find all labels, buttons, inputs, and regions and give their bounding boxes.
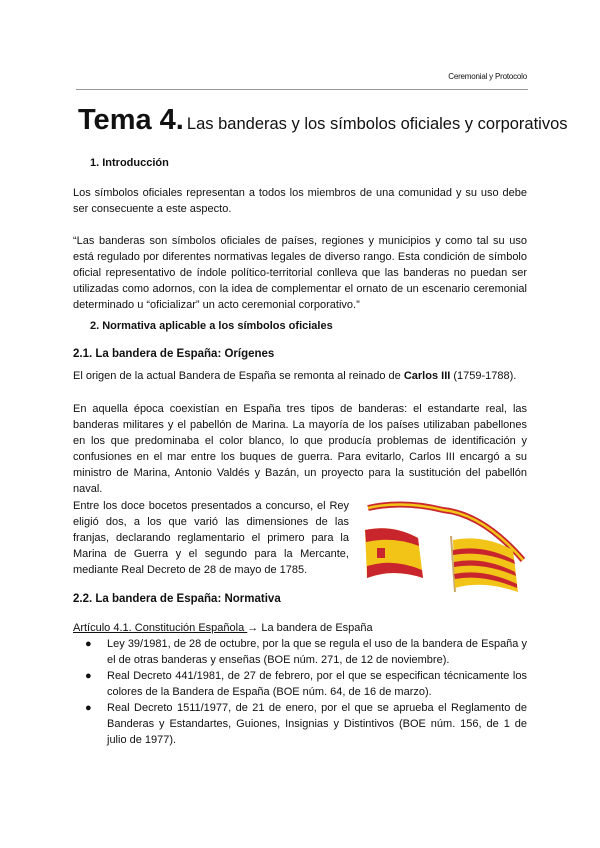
intro-paragraph: Los símbolos oficiales representan a todos los miembros de una comunidad y su uso debe ser consecuente a este aspecto. <box>73 187 527 215</box>
list-item <box>85 636 527 668</box>
header-divider <box>76 89 528 90</box>
list-item-text: Real Decreto 1511/1977, de 21 de enero, por el que se aprueba el Reglamento de Banderas y Estandartes, Guiones, Insignias y Distintivos (BOE núm. 156, de 1 de julio de 1977). <box>107 702 527 746</box>
bocetos-paragraph: Entre los doce bocetos presentados a concurso, el Rey eligió dos, a los que varió las dimensiones de las franjas, declarando reglamentario el primero para la Marina de Guerra y el segundo para la Mercante, mediante Real Decreto de 28 de mayo de 1785. <box>73 500 349 576</box>
origin-text: El origen de la actual Bandera de España se remonta al reinado de <box>73 370 404 382</box>
page-title <box>78 104 568 137</box>
article-link[interactable]: Artículo 4.1. Constitución Española <box>73 622 248 634</box>
title-text: Las banderas y los símbolos oficiales y corporativos <box>186 115 568 133</box>
history-paragraph: En aquella época coexistían en España tres tipos de banderas: el estandarte real, las banderas militares y el pabellón de Marina. La mayoría de los países utilizaban pabellones en los que predominaba el color blanco, lo que producía problemas de identificación y confusiones en el mar entre los buques de guerra. Para evitarlo, Carlos III encargó a su ministro de Marina, Antonio Valdés y Bazán, un proyecto para la sustitución del pabellón naval. <box>73 403 527 495</box>
regulation-list <box>73 636 527 748</box>
historic-flags-image <box>363 500 528 595</box>
list-item-text: Real Decreto 441/1981, de 27 de febrero, por el que se especifican técnicamente los colores de la Bandera de España (BOE núm. 64, de 16 de marzo). <box>107 670 527 698</box>
page-header: Ceremonial y Protocolo <box>448 72 527 81</box>
subsection-heading-normativa: 2.2. La bandera de España: Normativa <box>73 593 281 605</box>
title-number: Tema 4. <box>78 104 184 136</box>
subsection-heading-origenes: 2.1. La bandera de España: Orígenes <box>73 348 275 360</box>
article-target: → La bandera de España <box>247 622 373 634</box>
bullet-icon: ● <box>85 670 92 682</box>
origin-dates: (1759-1788). <box>450 370 517 382</box>
bullet-icon: ● <box>85 638 92 650</box>
section-heading-normativa: 2. Normativa aplicable a los símbolos oficiales <box>90 320 333 332</box>
article-line <box>73 620 527 636</box>
list-item <box>85 668 527 700</box>
list-item <box>85 700 527 748</box>
section-heading-introduccion: 1. Introducción <box>90 157 169 169</box>
list-item-text: Ley 39/1981, de 28 de octubre, por la que se regula el uso de la bandera de España y el de otras banderas y enseñas (BOE núm. 271, de 12 de noviembre). <box>107 638 527 666</box>
bullet-icon: ● <box>85 702 92 714</box>
carlos-iii: Carlos III <box>403 370 451 382</box>
origin-line <box>73 368 527 384</box>
quote-paragraph: “Las banderas son símbolos oficiales de países, regiones y municipios y como tal su uso está regulado por diferentes normativas legales de diverso rango. Esta condición de símbolo oficial representativo de índole político-territorial conlleva que las banderas no puedan ser utilizadas como adornos, con la idea de complementar el ornato de un escenario ceremonial determinado u “oficializar” un acto ceremonial corporativo.” <box>73 235 527 311</box>
flag-marina-guerra <box>365 528 423 578</box>
